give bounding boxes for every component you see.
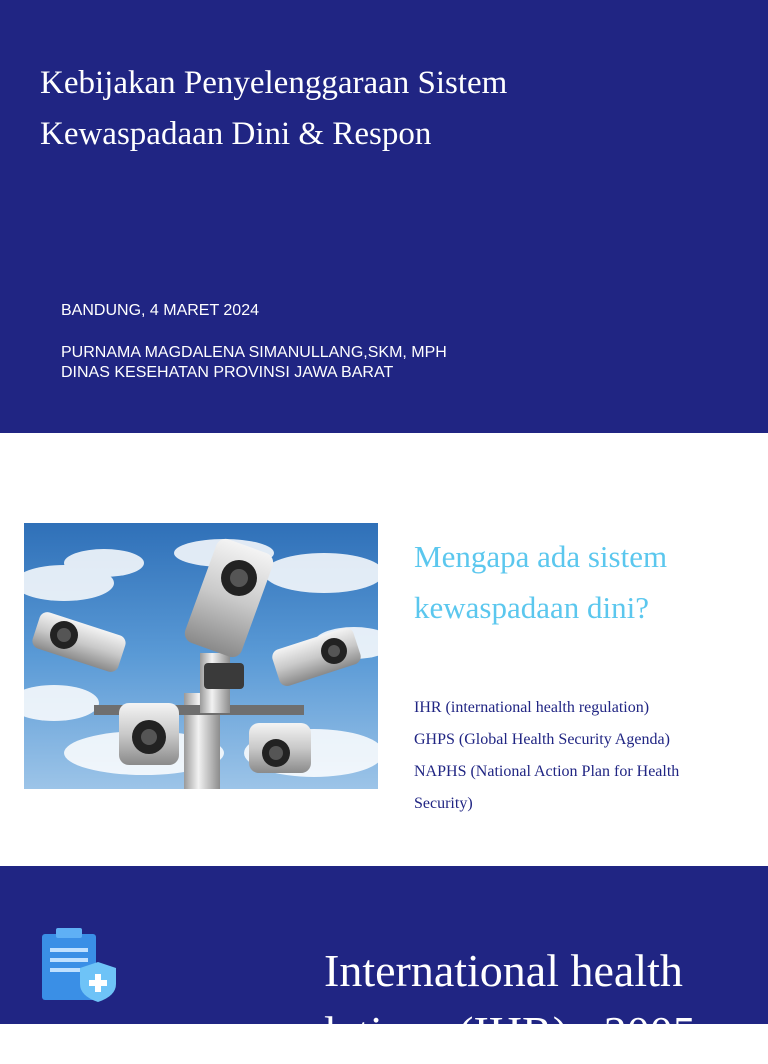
presenter-name: PURNAMA MAGDALENA SIMANULLANG,SKM, MPH [61,344,447,361]
title-slide [0,0,768,433]
why-early-warning-slide [0,433,768,866]
section-heading: Mengapa ada sistem kewaspadaan dini? [414,539,668,625]
framework-list [414,692,734,820]
ihr-slide [0,866,768,1058]
list-item: GHPS (Global Health Security Agenda) [414,731,670,748]
cctv-cameras-photo [24,523,378,789]
presenter-organization: DINAS KESEHATAN PROVINSI JAWA BARAT [61,364,394,381]
presentation-date: BANDUNG, 4 MARET 2024 [61,302,259,319]
list-item: IHR (international health regulation) [414,699,650,716]
presentation-title: Kebijakan Penyelenggaraan Sistem Kewaspadaan Dini & Respon [40,65,508,152]
clipboard-health-icon [40,926,120,1006]
ihr-title: International health lations (IHR) : 2005 [324,945,696,1058]
list-item: NAPHS (National Action Plan for Health Security) [414,763,680,812]
